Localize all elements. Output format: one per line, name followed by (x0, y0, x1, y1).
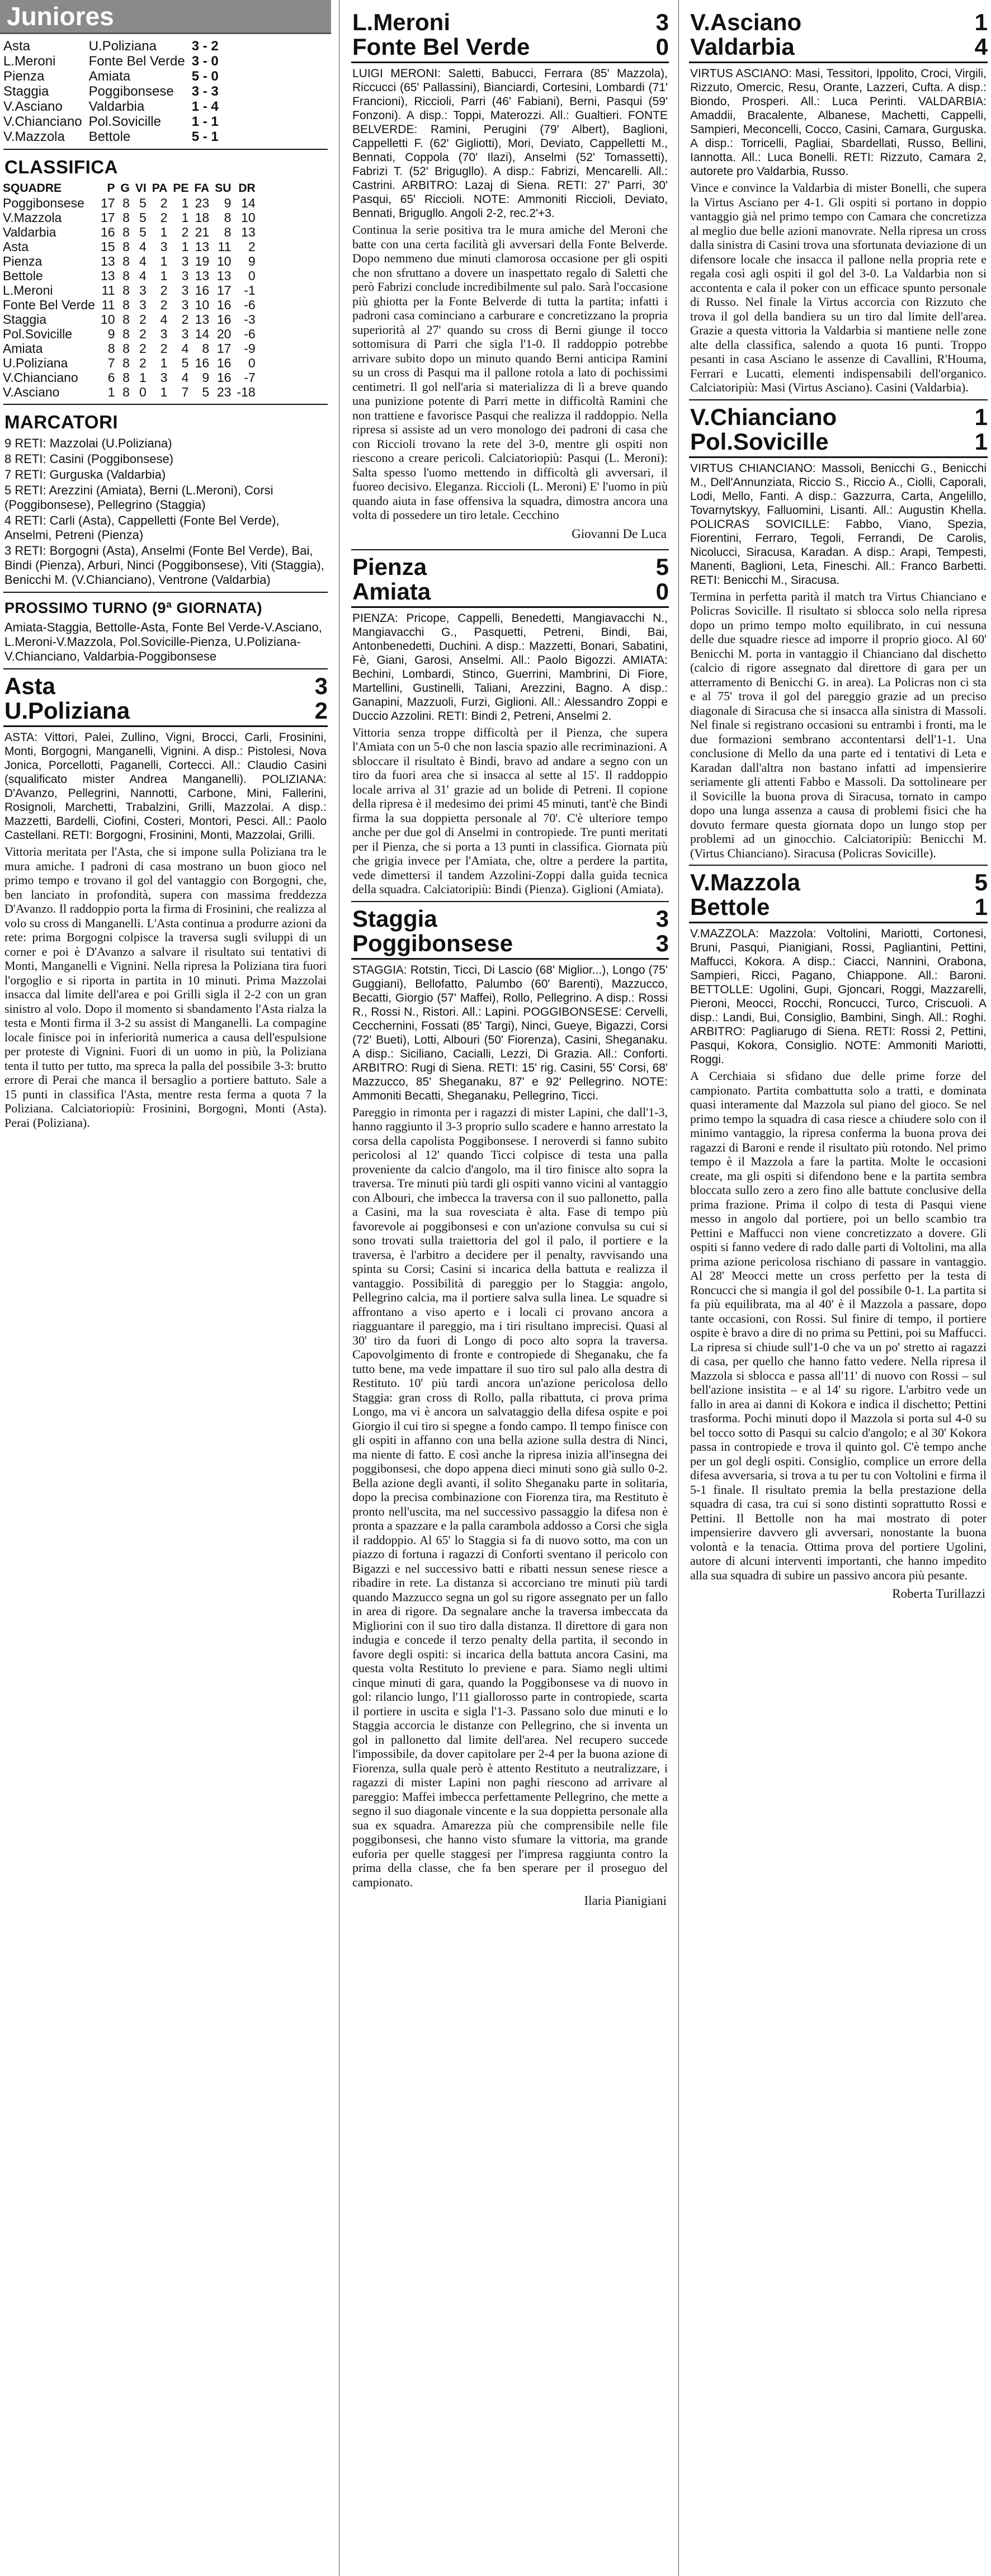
article-text: Vittoria senza troppe difficoltà per il Pienza, che supera l'Amiata con un 5-0 che non lascia spazio alle recriminazioni. A sbloccare il risultato è Bindi, bravo ad andare a segno con un tiro da fuori area che si insacca al sette al 15'. Il raddoppio locale arriva al 31' grazie ad un bolide di Petreni. Il copione della ripresa è il medesimo dei primi 45 minuti, tant'è che Bindi firma la sua doppietta personale al 70'. C'è ulteriore tempo anche per due gol di Anselmi in contropiede. Tre punti meritati per il Pienza, che si porta a 13 punti in classifica. Giornata più che grigia invece per l'Amiata, che, oltre a perdere la partita, vede dimettersi il tandem Azzolini-Zoppi dalla guida tecnica della squadra. Calciatoripiù: Bindi (Pienza). Giglioni (Amiata). (352, 725, 668, 896)
stat-cell: 2 (160, 298, 168, 312)
away-score: 1 (974, 894, 988, 920)
stat-cell: 13 (100, 254, 115, 268)
stat-cell: -9 (244, 341, 256, 356)
stat-cell: 11 (101, 298, 115, 312)
lineups: PIENZA: Pricope, Cappelli, Benedetti, Mangiavacchi N., Mangiavacchi G., Pasquetti, Petreni, Bindi, Bai, Antonbenedetti, Duchini. A disp.: Mazzetti, Bonari, Sabatini, Fè, Giani, Garosi, Anselmi. All.: Paolo Bigozzi. AMIATA: Bechini, Lombardi, Stinco, Guerrini, Mambrini, Di Fiore, Martellini, Gustinelli, Taliani, Arezzini, Bagno. A disp.: Ganapini, Mazzuoli, Furzi, Giglioni. All.: Alessandro Zoppi e Duccio Azzolini. RETI: Bindi 2, Petreni, Anselmi 2. (352, 611, 668, 723)
stat-cell: 8 (122, 239, 130, 254)
scorer-line: 3 RETI: Borgogni (Asta), Anselmi (Fonte Bel Verde), Bai, Bindi (Pienza), Arburi, Ninci (Poggibonsese), Viti (Staggia), Benicchi M. (V.Chianciano), Ventrone (Valdarbia) (4, 544, 324, 587)
stat-cell: 0 (248, 268, 256, 283)
stat-cell: 5 (139, 225, 147, 239)
stat-cell: -18 (237, 385, 256, 399)
home-score: 3 (314, 673, 328, 699)
stat-cell: 3 (181, 298, 189, 312)
stat-cell: 4 (139, 239, 147, 254)
stat-cell: 2 (139, 312, 147, 327)
team-name: Valdarbia (3, 225, 56, 239)
standings-row (0, 298, 258, 312)
stat-cell: 23 (195, 196, 210, 210)
home-team: V.Asciano (690, 9, 802, 35)
stat-cell: 8 (122, 312, 130, 327)
scorer-line: 9 RETI: Mazzolai (U.Poliziana) (4, 436, 172, 450)
match-header (352, 907, 669, 956)
stat-cell: 3 (160, 327, 168, 341)
article-pienza (348, 555, 672, 897)
team-name: Pienza (3, 254, 43, 268)
stat-cell: 15 (100, 239, 115, 254)
standings-row (0, 196, 258, 210)
away-team: Fonte Bel Verde (352, 34, 530, 60)
stat-cell: -1 (244, 283, 256, 298)
stat-cell: 10 (216, 254, 232, 268)
stat-cell: 1 (160, 225, 168, 239)
result-score: 3 - 0 (191, 54, 219, 69)
standings-header (0, 181, 258, 196)
article-meroni (348, 10, 672, 541)
home-team: V.Mazzola (690, 869, 800, 895)
result-away: Fonte Bel Verde (88, 54, 185, 69)
stat-cell: 9 (248, 254, 256, 268)
stat-cell: 2 (160, 283, 168, 298)
result-score: 3 - 3 (191, 84, 219, 99)
stat-cell: 2 (160, 210, 168, 225)
away-team: Amiata (352, 578, 431, 605)
article-staggia (348, 907, 672, 1909)
match-header (352, 555, 669, 604)
standings-row (0, 225, 258, 239)
stat-cell: 8 (122, 298, 130, 312)
stat-cell: 5 (139, 210, 147, 225)
away-team: Valdarbia (690, 34, 795, 60)
stat-cell: 3 (181, 268, 189, 283)
result-home: V.Chianciano (3, 114, 82, 129)
author: Giovanni De Luca (572, 526, 667, 541)
result-score: 3 - 2 (191, 39, 219, 54)
stat-cell: 3 (139, 298, 147, 312)
article-asta (0, 674, 331, 1130)
standings-row (0, 210, 258, 225)
stat-cell: 2 (139, 327, 147, 341)
match-header (690, 405, 988, 454)
stat-cell: 16 (100, 225, 115, 239)
divider (689, 865, 988, 866)
stat-cell: 14 (241, 196, 256, 210)
stat-cell: 4 (139, 254, 147, 268)
stat-cell: 16 (216, 370, 232, 385)
article-text: Continua la serie positiva tra le mura amiche del Meroni che batte con una certa facilità gli avversari della Fonte Belverde. Dopo nemmeno due minuti clamorosa occasione per gli ospiti che non sfruttano a dovere un inaspettato regalo di Saletti che però Fabrizi conclude incredibilmente sul palo. Sarà l'occasione più ghiotta per la Fonte Belverde di tutta la partita; infatti i padroni casa cominciano a carburare e concretizzano la propria superiorità al 27' quando su cross di Berni giunge il tocco sottomisura di Parri che sigla l'1-0. Il raddoppio potrebbe arrivare subito dopo un minuto quando Berni anticipa Ramini su un cross di Pasqui ma il pallone rotola a lato di pochissimi centimetri. Il gol nell'aria si materializza di lì a breve quando una punizione potente di Parri mette in difficoltà Ramini che non trattiene e favorisce Pasqui che realizza il raddoppio. Nella ripresa si assiste ad un vero monologo dei padroni di casa che con Riccioli trovano la rete del 3-0, mentre gli ospiti non riescono a creare pericoli. Calciatoriopiù: Pasqui (L. Meroni): Salta spesso l'uomo mettendo in difficoltà gli avversari, il fuoreo decisivo. Eleganza. Riccioli (L. Meroni) E' l'uomo in più quando aiuta in fase offensiva la squadra, dimostra ancora una volta di possedere un tiro letale. Cecchino (352, 223, 668, 522)
stat-cell: 20 (216, 327, 232, 341)
stat-cell: 7 (107, 356, 115, 370)
team-name: V.Mazzola (3, 210, 62, 225)
team-name: Fonte Bel Verde (3, 298, 95, 312)
article-text: Pareggio in rimonta per i ragazzi di mister Lapini, che dall'1-3, hanno raggiunto il 3-3 proprio sullo scadere e hanno arrestato la corsa della capolista Poggibonsese. I neroverdi si fanno subito pericolosi al 12' quando Ticci colpisce di testa una palla proveniente da calcio d'angolo, ma il tiro finisce alto sopra la traversa. Tre minuti più tardi gli ospiti vanno vicini al vantaggio con Albouri, che imbecca la traversa con il suo pallonetto, palla a Casini, ma la sua rovesciata è alta. Fase di tempo più favorevole ai poggibonsesi e con un'azione convulsa su cui si sono trovati sulla traiettoria del gol il palo, il portiere e la traversa, è l'arbitro a decidere per il penalty, ravvisando una spinta su Corsi; Casini si incarica della battuta e realizza il vantaggio. Possibilità di pareggio per lo Staggia: angolo, Pellegrino calcia, ma il portiere salva sulla linea. Le squadre si affrontano a viso aperto e i locali ci provano ancora a riagguantare il pareggio, ma i tiri risultano imprecisi. Quasi al 30' tiro da fuori di Longo di poco alto sopra la traversa. Capovolgimento di fronte e contropiede di Sheganaku, che fa tutto bene, ma vede impattare il suo tiro sul palo alla destra di Restituto. 10' più tardi ancora un'azione pericolosa dello Staggia: gran cross di Rollo, palla ribattuta, ci prova prima Longo, ma vi è ancora un salvataggio della difesa ospite e poi Giorgio il cui tiro si spegne a fondo campo. Il tempo finisce con gli ospiti in affanno con una bella azione sulla destra di Ninci, ma niente di fatto. E così anche la ripresa inizia all'insegna dei poggibonsesi, che dopo appena dieci minuti sono già sullo 0-2. Bella azione degli avanti, il solito Sheganaku parte in solitaria, dopo la precisa combinazione con Fiorenza tira, ma Restituto è pronto nell'uscita, ma nel successivo passaggio la difesa non è pronta a spazzare e la palla carambola addosso a Corsi che sigla il raddoppio. Al 65' lo Staggia si fa di nuovo sotto, ma con un piazzo di fortuna i ragazzi di Conforti sventano il pericolo con Bigazzi e nel successivo batti e ribatti nessun senese riesce a ribadire in rete. La distanza si accorciano tre minuti più tardi quando Mazzucco segna un gol su rigore assegnato per un fallo in area di rigore. Da segnalare anche la traversa imbeccata da Migliorini con il suo tiro dalla distanza. Il direttore di gara non indugia e concede il terzo penalty della partita, il secondo in favore degli ospiti: si incarica della battuta ancora Casini, ma questa volta Restituto lo previene e para. Siamo negli ultimi cinque minuti di gara, quando la Poggibonsese va di nuovo in gol: rilancio lungo, l'11 giallorosso parte in contropiede, scarta il portiere in uscita e sigla l'1-3. Passano solo due minuti e lo Staggia accorcia le distanze con Pellegrino, che si inventa un gol in pallonetto dal limite dell'area. Nel recupero succede l'impossibile, da dover capitolare per 2-4 per la buona azione di Fiorenza, sulla quale però è attento Restituto a neutralizzare, i ragazzi di mister Lapini non paghi riescono ad arrivare al pareggio: Maffei imbecca perfettamente Pellegrino, che mette a segno il suo diagonale vincente e la sua doppietta personale alla sua ex squadra. Amarezza più che comprensibile nelle file poggibonsesi, che hanno visto sfumare la vittoria, ma grande euforia per quelle staggesi per l'impresa raggiunta contro la prima della classe, che fa ben sperare per il proseguo del campionato. (352, 1105, 668, 1889)
lineups: ASTA: Vittori, Palei, Zullino, Vigni, Brocci, Carli, Frosinini, Monti, Borgogni, Manganelli, Vignini. A disp.: Pistolesi, Nova Jonica, Porcellotti, Paganelli, Cortecci. All.: Claudio Casini (squalificato mister Andrea Manganelli). POLIZIANA: D'Avanzo, Pellegrini, Nannotti, Carbone, Mini, Fallerini, Rosignoli, Marchetti, Trabalzini, Grilli, Mazzolai. A disp.: Mazzetti, Bardelli, Ciofini, Costeri, Montori, Pesci. All.: Paolo Castellani. RETI: Borgogni, Frosinini, Monti, Mazzolai, Grilli. (4, 731, 327, 842)
result-row (0, 39, 222, 54)
team-name: Amiata (3, 341, 43, 356)
stat-cell: 8 (122, 341, 130, 356)
stat-cell: 3 (139, 283, 147, 298)
stat-cell: 8 (122, 268, 130, 283)
column-header: PA (152, 182, 168, 195)
team-name: U.Poliziana (3, 356, 68, 370)
stat-cell: 1 (181, 239, 189, 254)
team-name: V.Asciano (3, 385, 60, 399)
result-home: Asta (3, 39, 31, 54)
divider (351, 606, 669, 608)
stat-cell: 19 (195, 254, 210, 268)
article-text: A Cerchiaia si sfidano due delle prime forze del campionato. Partita combattutta solo a tratti, e dominata quasi interamente dal Mazzola sul piano del gioco. Se nel primo tempo la squadra di casa riesce a chiudere solo con il minimo vantaggio, la ripresa conferma la buona prova dei ragazzi di Baroni e rende il risultato più rotondo. Nel primo tempo è il Mazzola a fare la partita. Molte le occasioni create, ma gli ospiti si difendono bene e la partita sembra bloccata sullo zero a zero fino alle battute conclusive della prima frazione. Prima il colpo di testa di Pasqui viene messo in angolo dal portiere, poi un bello scambio tra Pettini e Maffucci non viene concretizzato a dovere. Gli ospiti si fanno vedere di rado dalle parti di Voltolini, ma alla prima azione pericolosa rischiano di passare in vantaggio. Al 28' Meocci mette un cross perfetto per la testa di Roncucci che si mangia il gol del possibile 0-1. La partita si fa più equilibrata, ma al 40' è il Mazzola a passare, dopo tante occasioni, con Rossi. Sul finire di tempo, il portiere ospite è bravo a dire di no prima su Pettini, poi su Maffucci. La ripresa si chiude sull'1-0 che va un po' stretto ai ragazzi di casa, per quello che hanno fatto vedere. Nella ripresa il Mazzola si sblocca e passa all'11' di nuovo con Rossi – sul bell'azione insistita – e al 14' su rigore. L'arbitro vede un fallo in area ai danni di Kokora e indica il dischetto; Pettini trasforma. Pochi minuti dopo il Mazzola si porta sul 4-0 su bel tocco sotto di Pasqui su calcio d'angolo; e al 30' Kokora passa in contropiede e trova il quinto gol. C'è tempo anche per un gol degli ospiti. Consiglio, complice un errore della difesa avversaria, si trova a tu per tu con Voltolini e firma il 5-1 finale. Il risultato premia la bella prestazione della squadra di casa, tra cui si sono distinti soprattutto Rossi e Pettini. Il Bettolle non ha mai mostrato di poter impensierire davvero gli avversari, nonostante la buona volontà e la tenacia. Ottima prova del portiere Ugolini, autore di alcuni interventi importanti, che hanno impedito alla sua squadra di subire un passivo ancora più pesante. (690, 1069, 987, 1582)
stat-cell: 8 (122, 283, 130, 298)
scorer-line: 8 RETI: Casini (Poggibonsese) (4, 452, 174, 466)
standings-row (0, 341, 258, 356)
away-team: Poggibonsese (352, 930, 513, 956)
stat-cell: 2 (139, 341, 147, 356)
stat-cell: 10 (241, 210, 256, 225)
stat-cell: 2 (160, 196, 168, 210)
home-score: 3 (655, 905, 669, 932)
stat-cell: -6 (244, 298, 256, 312)
stat-cell: 5 (202, 385, 210, 399)
result-away: Pol.Sovicille (88, 114, 161, 129)
stat-cell: 2 (139, 356, 147, 370)
lineups: VIRTUS ASCIANO: Masi, Tessitori, Ippolito, Croci, Virgili, Rizzuto, Omercic, Resu, Orante, Lazzeri, Cufta. A disp.: Biondo, Prosperi. All.: Luca Perinti. VALDARBIA: Amaddii, Bracalente, Albanese, Machetti, Cappelli, Sampieri, Meconcelli, Cocco, Casini, Camara, Gurguska. A disp.: Torricelli, Pagliai, Sbardellati, Russo, Bellini, Iannotta. All.: Luca Bonelli. RETI: Rizzuto, Camara 2, autorete pro Valdarbia, Russo. (690, 67, 987, 178)
stat-cell: 8 (122, 370, 130, 385)
column-header: VI (135, 182, 147, 195)
stat-cell: 0 (139, 385, 147, 399)
divider (689, 62, 988, 63)
stat-cell: 10 (195, 298, 210, 312)
article-mazzola (686, 870, 991, 1601)
article-text: Termina in perfetta parità il match tra Virtus Chianciano e Policras Sovicille. Il risultato si sblocca solo nella ripresa dopo un primo tempo molto equilibrato, in cui nessuna delle due squadre riesce ad imporre il proprio gioco. Al 60' Benicchi M. porta in vantaggio il Chianciano dal dischetto (calcio di rigore assegnato dal direttore di gara per un atterramento di Benicchi G. in area). La Policras non ci sta e al 75' trova il gol del pareggio grazie ad un preciso diagonale di Siracusa che si insacca alla sinistra di Massoli. Nel finale si registrano occasioni su entrambi i fronti, ma le due formazioni sembrano accontentarsi dell'1-1. Una conclusione di Mello da una parte ed i tentativi di Leta e Karadan dall'altra non bastano infatti ad impensierire seriamente gli attenti Fabbo e Massoli. Da sottolineare per il Sovicille la buona prova di Siracusa, tornato in campo dopo una lunga assenza a causa di problemi fisici che ha dovuto fermare questa giornata dopo un lungo stop per problemi ad un ginocchio. Calciatoripiù: Benicchi M. (Virtus Chianciano). Siracusa (Policras Sovicille). (690, 589, 987, 860)
column-header: DR (238, 182, 256, 195)
result-away: Poggibonsese (88, 84, 174, 99)
standings-row (0, 239, 258, 254)
team-name: Staggia (3, 312, 47, 327)
stat-cell: 4 (160, 312, 168, 327)
stat-cell: 1 (139, 370, 147, 385)
stat-cell: 4 (181, 341, 189, 356)
stat-cell: 3 (160, 370, 168, 385)
result-home: V.Asciano (3, 99, 63, 114)
home-score: 1 (974, 403, 988, 430)
column-header: G (120, 182, 130, 195)
standings-row (0, 254, 258, 268)
stat-cell: 8 (224, 225, 232, 239)
scorer-line: 7 RETI: Gurguska (Valdarbia) (4, 468, 166, 482)
column-header: SQUADRE (3, 182, 62, 195)
article-text: Vince e convince la Valdarbia di mister Bonelli, che supera la Virtus Asciano per 4-1. Gli ospiti si portano in doppio vantaggio già nel primo tempo con Camara che concretizza al meglio due belle azioni manovrate. Nella ripresa un cross dalla sinistra di Casini trova una sfortunata deviazione di un difensore locale che insacca il pallone nella propria rete e regala così agli ospiti il gol del 3-0. La Valdarbia non si accontenta e cala il poker con un efficace spunto personale di Russo. Nel finale la Virtus accorcia con Rizzuto che trova il gol della bandiera su un tiro dal limite dell'area. Grazie a questa vittoria la Valdarbia si mantiene nelle zone alte della classifica, salendo a quota 16 punti. Troppo pesanti in casa Asciano le assenze di Cavallini, R'Houma, Ferrari e Lucatti, elementi indispensabili dell'organico. Calciatoripiù: Masi (Virtus Asciano). Casini (Valdarbia). (690, 181, 987, 394)
article-asciano (686, 10, 991, 395)
result-row (0, 54, 222, 69)
stat-cell: 8 (122, 225, 130, 239)
stat-cell: 9 (202, 370, 210, 385)
column-header: FA (194, 182, 210, 195)
standings-row (0, 356, 258, 370)
away-team: U.Poliziana (4, 697, 130, 724)
stat-cell: 11 (218, 239, 232, 254)
result-score: 1 - 1 (191, 114, 219, 129)
stat-cell: 3 (181, 327, 189, 341)
away-score: 4 (974, 34, 988, 60)
stat-cell: 8 (122, 254, 130, 268)
stat-cell: 1 (160, 254, 168, 268)
stat-cell: 5 (139, 196, 147, 210)
stat-cell: 10 (100, 312, 115, 327)
result-score: 5 - 0 (191, 69, 219, 84)
stat-cell: 8 (224, 210, 232, 225)
away-score: 3 (655, 930, 669, 956)
match-header (352, 10, 669, 59)
stat-cell: -3 (244, 312, 256, 327)
author: Ilaria Pianigiani (584, 1894, 667, 1908)
column-header: P (107, 182, 115, 195)
lineups: VIRTUS CHIANCIANO: Massoli, Benicchi G., Benicchi M., Dell'Annunziata, Riccio S., Riccio A., Ciolli, Caporali, Lodi, Mello, Fanti. A disp.: Gazzurra, Carta, Angelillo, Tovarnytskyy, Falluomini, Lisanti. All.: Augustin Khella. POLICRAS SOVICILLE: Fabbo, Viano, Spezia, Fiorentini, Ferraro, Tegoli, Ferrandi, De Carolis, Nicolucci, Siracusa, Karadan. A disp.: Arapi, Tempesti, Manenti, Baglioni, Leta, Fineschi. All.: Franco Barbetti. RETI: Benicchi M., Siracusa. (690, 461, 987, 587)
scorer-line: 5 RETI: Arezzini (Amiata), Berni (L.Meroni), Corsi (Poggibonsese), Pellegrino (Staggia) (4, 483, 273, 512)
stat-cell: 17 (100, 196, 115, 210)
column-1 (0, 0, 331, 1132)
classifica-title: CLASSIFICA (4, 157, 118, 177)
stat-cell: -6 (244, 327, 256, 341)
article-chianciano (686, 405, 991, 861)
stat-cell: 13 (195, 268, 210, 283)
divider (689, 399, 988, 400)
column-3 (686, 0, 991, 1609)
result-home: Staggia (3, 84, 49, 99)
result-away: Amiata (88, 69, 131, 84)
divider (689, 922, 988, 923)
standings-row (0, 385, 258, 399)
stat-cell: 23 (216, 385, 232, 399)
result-home: V.Mazzola (3, 129, 65, 144)
home-team: L.Meroni (352, 9, 450, 35)
standings-table (0, 181, 258, 399)
stat-cell: 11 (101, 283, 115, 298)
scorer-line: 4 RETI: Carli (Asta), Cappelletti (Fonte Bel Verde), Anselmi, Petreni (Pienza) (4, 513, 280, 542)
standings-row (0, 370, 258, 385)
stat-cell: 8 (122, 385, 130, 399)
stat-cell: 6 (107, 370, 115, 385)
stat-cell: 8 (122, 196, 130, 210)
stat-cell: 13 (100, 268, 115, 283)
stat-cell: 1 (181, 210, 189, 225)
stat-cell: 16 (216, 298, 232, 312)
stat-cell: -7 (244, 370, 256, 385)
stat-cell: 13 (195, 312, 210, 327)
stat-cell: 8 (122, 210, 130, 225)
match-header (690, 10, 988, 59)
stat-cell: 17 (100, 210, 115, 225)
home-team: Staggia (352, 905, 437, 932)
stat-cell: 1 (107, 385, 115, 399)
divider (689, 456, 988, 458)
section-header: Juniores (0, 0, 331, 34)
divider (3, 149, 328, 150)
stat-cell: 1 (160, 356, 168, 370)
stat-cell: 3 (181, 283, 189, 298)
lineups: LUIGI MERONI: Saletti, Babucci, Ferrara (85' Mazzola), Riccucci (65' Pallassini), Bianciardi, Cortesini, Lombardi (71' Francioni), Riccioli, Parri (46' Fabiani), Berni, Pasqui (59' Fonzoni). A disp.: Toppi, Materozzi. All.: Gualtieri. FONTE BELVERDE: Ramini, Perugini (79' Albert), Baglioni, Cappelletti F. (62' Gigliotti), Mori, Deviato, Cappelletti M., Bennati, Coppola (70' Ilazi), Anselmi (52' Tomassetti), Fabrizi T. (52' Brigugllo). A disp.: Fabrizi, Mencarelli. All.: Castrini. ARBITRO: Lazaj di Siena. RETI: 27' Parri, 30' Pasqui, 65' Riccioli. NOTE: Ammoniti Riccioli, Deviato, Bennati, Brigugllo. Angoli 2-2, rec.2'+3. (352, 67, 668, 220)
home-score: 3 (655, 9, 669, 35)
result-away: Valdarbia (88, 99, 145, 114)
home-team: V.Chianciano (690, 403, 837, 430)
away-score: 0 (655, 34, 669, 60)
team-name: V.Chianciano (3, 370, 78, 385)
away-score: 2 (314, 697, 328, 724)
next-round-fixtures: Amiata-Staggia, Bettolle-Asta, Fonte Bel Verde-V.Asciano, L.Meroni-V.Mazzola, Pol.Sovicille-Pienza, U.Poliziana-V.Chianciano, Valdarbia-Poggibonsese (4, 620, 322, 663)
standings-row (0, 312, 258, 327)
next-round-title: PROSSIMO TURNO (9ª GIORNATA) (4, 600, 262, 616)
article-text: Vittoria meritata per l'Asta, che si impone sulla Poliziana tra le mura amiche. I padroni di casa mostrano un buon gioco nel primo tempo e trovano il gol del vantaggio con Borgogni, che, ben lanciato in profondità, supera con massima freddezza D'Avanzo. Il raddoppio porta la firma di Frosinini, che realizza al volo su cross di Manganelli. L'Asta continua a produrre azioni da rete: prima Borgogni colpisce la traversa sugli sviluppi di un corner e poi è D'Avanzo a salvare il risultato sui tentativi di Monti, Manganelli e Vignini. Nella ripresa la Poliziana tira fuori l'orgoglio e si riporta in partita in 10 minuti. Prima Mazzolai insacca dal limite dell'area e poi Grilli sigla il 2-2 con un gran sinistro al volo. Dopo il momento si sbandamento l'Asta rialza la testa e Monti firma il 3-2 su assist di Manganelli. La compagine locale finisce poi in inferiorità numerica a causa dell'espulsione per proteste di Vignini. Fuori di un uomo in più, la Poliziana tenta il tutto per tutto, ma spreca la palla del possibile 3-3: brutto errore di Perai che manca il bersaglio a portiere battuto. Sale a 15 punti in classifica l'Asta, mentre resta ferma a quota 7 la Poliziana. Calciatoriopiù: Frosinini, Borgogni, Monti (Asta). Perai (Poliziana). (4, 844, 327, 1130)
result-row (0, 84, 222, 99)
stat-cell: 2 (248, 239, 256, 254)
stat-cell: 7 (181, 385, 189, 399)
stat-cell: 17 (216, 341, 232, 356)
divider (351, 549, 669, 550)
stat-cell: 3 (160, 239, 168, 254)
stat-cell: 8 (122, 327, 130, 341)
stat-cell: 8 (202, 341, 210, 356)
home-team: Pienza (352, 553, 427, 580)
stat-cell: 16 (195, 356, 210, 370)
away-score: 0 (655, 578, 669, 605)
result-home: L.Meroni (3, 54, 56, 69)
home-score: 5 (974, 869, 988, 895)
column-rule (678, 0, 679, 2576)
divider (3, 592, 328, 593)
stat-cell: 2 (181, 225, 189, 239)
result-row (0, 114, 222, 129)
away-score: 1 (974, 428, 988, 455)
stat-cell: 1 (160, 268, 168, 283)
standings-row (0, 327, 258, 341)
stat-cell: 9 (224, 196, 232, 210)
divider (3, 668, 328, 669)
standings-row (0, 268, 258, 283)
match-header (4, 674, 328, 723)
away-team: Bettole (690, 894, 770, 920)
away-team: Pol.Sovicille (690, 428, 829, 455)
stat-cell: 17 (216, 283, 232, 298)
home-score: 5 (655, 553, 669, 580)
stat-cell: 9 (107, 327, 115, 341)
divider (351, 901, 669, 902)
stat-cell: 2 (181, 312, 189, 327)
marcatori-title: MARCATORI (4, 412, 119, 432)
stat-cell: 3 (181, 254, 189, 268)
result-away: Bettole (88, 129, 131, 144)
home-score: 1 (974, 9, 988, 35)
stat-cell: 2 (160, 341, 168, 356)
team-name: Bettole (3, 268, 43, 283)
result-away: U.Poliziana (88, 39, 157, 54)
lineups: V.MAZZOLA: Mazzola: Voltolini, Mariotti, Cortonesi, Bruni, Pasqui, Pianigiani, Rossi, Pagliantini, Pettini, Maffucci, Kokora. A disp.: Ciacci, Nannini, Orabona, Sampieri, Ricci, Pagano, Chiappone. All.: Baroni. BETTOLLE: Ugolini, Gupi, Gjoncari, Roggi, Mazzarelli, Pieroni, Meocci, Rocchi, Roncucci, Turco, Criscuoli. A disp.: Landi, Bui, Consiglio, Bambini, Singh. All.: Roghi. ARBITRO: Pagliarugo di Siena. RETI: Rossi 2, Pettini, Pasqui, Kokora, Consiglio. NOTE: Ammoniti Mariotti, Roggi. (690, 927, 987, 1066)
team-name: Asta (3, 239, 29, 254)
scorers-list (0, 436, 331, 587)
stat-cell: 1 (181, 196, 189, 210)
stat-cell: 21 (195, 225, 210, 239)
stat-cell: 13 (195, 239, 210, 254)
match-header (690, 870, 988, 919)
team-name: Poggibonsese (3, 196, 84, 210)
stat-cell: 16 (195, 283, 210, 298)
stat-cell: 13 (241, 225, 256, 239)
result-home: Pienza (3, 69, 45, 84)
column-2 (348, 0, 672, 1916)
team-name: Pol.Sovicille (3, 327, 72, 341)
result-score: 1 - 4 (191, 99, 219, 114)
home-team: Asta (4, 673, 56, 699)
stat-cell: 0 (248, 356, 256, 370)
stat-cell: 4 (139, 268, 147, 283)
column-header: SU (215, 182, 232, 195)
stat-cell: 8 (107, 341, 115, 356)
divider (3, 404, 328, 405)
divider (351, 958, 669, 960)
result-row (0, 99, 222, 114)
column-header: PE (173, 182, 189, 195)
team-name: L.Meroni (3, 283, 53, 298)
result-row (0, 129, 222, 144)
author: Roberta Turillazzi (892, 1587, 985, 1601)
stat-cell: 16 (216, 312, 232, 327)
divider (3, 725, 328, 727)
divider (351, 62, 669, 63)
stat-cell: 5 (181, 356, 189, 370)
standings-row (0, 283, 258, 298)
lineups: STAGGIA: Rotstin, Ticci, Di Lascio (68' Miglior...), Longo (75' Guggiani), Bellofatto, Palumbo (60' Barenti), Mazzucco, Becatti, Giorgio (57' Maffei), Rollo, Pellegrino. A disp.: Rossi R., Rossi N., Ristori. All.: Lapini. POGGIBONSESE: Cervelli, Cecchernini, Fossati (85' Targi), Ninci, Gueye, Bigazzi, Corsi (72' Bueti), Lotti, Albouri (50' Fiorenza), Casini, Sheganaku. A disp.: Siciliano, Cacialli, Lezzi, Di Grazia. All.: Conforti. ARBITRO: Rugi di Siena. RETI: 15' rig. Casini, 55' Corsi, 68' Mazzucco, 85' Sheganaku, 87' e 92' Pellegrino. NOTE: Ammoniti Becatti, Sheganaku, Pellegrino, Ticci. (352, 963, 668, 1102)
stat-cell: 18 (195, 210, 210, 225)
result-row (0, 69, 222, 84)
stat-cell: 8 (122, 356, 130, 370)
stat-cell: 14 (195, 327, 210, 341)
result-score: 5 - 1 (191, 129, 219, 144)
stat-cell: 1 (160, 385, 168, 399)
stat-cell: 4 (181, 370, 189, 385)
stat-cell: 13 (216, 268, 232, 283)
results-table (0, 39, 222, 144)
stat-cell: 16 (216, 356, 232, 370)
